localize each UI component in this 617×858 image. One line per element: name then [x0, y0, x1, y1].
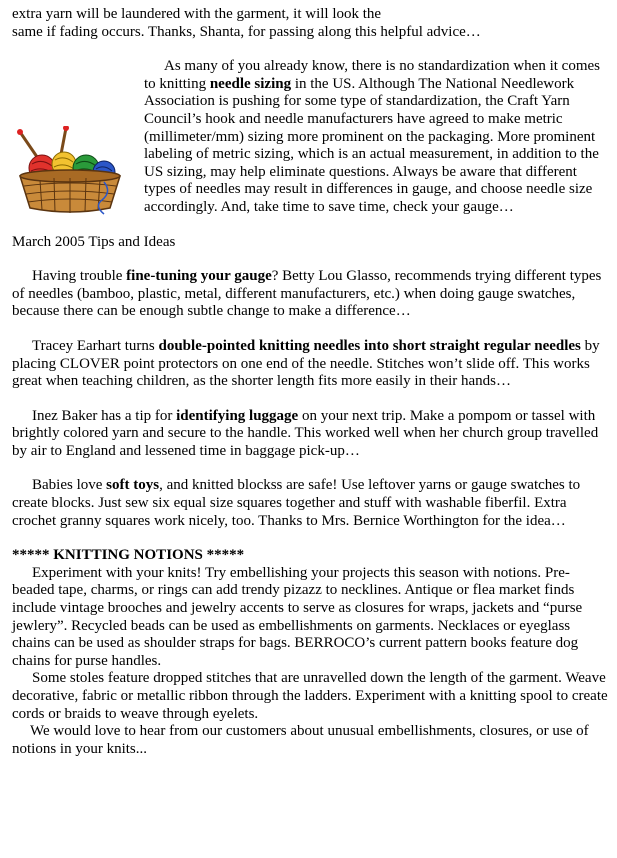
yarn-basket-icon — [6, 126, 134, 216]
paragraph-fine-tuning-gauge — [12, 268, 612, 321]
paragraph-dropped-stitches: Some stoles feature dropped stitches that are unravelled down the length of the garment. Weave decorative, fabric or metallic ribbon through the ladders. Experiment with a knitting spool to create cords or braids to weave through eyelets. — [12, 670, 608, 722]
text-run: Babies love — [32, 477, 107, 494]
text-run: in the US. Although The National Needlework Association is pushing for some type of standardization, the Craft Yarn Council’s hook and needle manufacturers have agreed to make metric (millimeter/mm) sizing more prominent on the packaging. More prominent labeling of metric sizing, which is an actual measurement, in addition to the US sizing, may help eliminate questions. Always be aware that different types of needles may result in differences in gauge, and choose needle size accordingly. And, take time to save time, check your gauge… — [144, 75, 599, 215]
section-heading-knitting-notions — [12, 547, 612, 565]
heading-text: ***** KNITTING NOTIONS ***** — [12, 547, 245, 564]
text-run: Tracey Earhart turns — [32, 337, 159, 354]
section-heading-march-2005: March 2005 Tips and Ideas — [12, 233, 176, 250]
paragraph-laundering — [12, 6, 612, 41]
bold-phrase: soft toys — [106, 477, 160, 494]
bold-phrase: double-pointed knitting needles into short straight regular needles — [158, 337, 581, 354]
text-run: , and knitted blockss are safe! Use leftover yarns or gauge swatches to create blocks. Just sew six equal size squares together and stuff with washable fiberfil. Extra crochet granny squares work nicely, too. Thanks to Mrs. Bernice Worthington for the idea… — [12, 477, 581, 529]
paragraph-double-pointed-needles — [12, 338, 612, 391]
bold-phrase: fine-tuning your gauge — [126, 268, 272, 285]
text-run: Inez Baker has a tip for — [32, 407, 177, 424]
text-line: extra yarn will be laundered with the garment, it will look the — [12, 6, 382, 22]
text-line: same if fading occurs. Thanks, Shanta, for passing along this helpful advice… — [12, 23, 481, 40]
text-run: As many of you already know, there is no standardization when it comes to knitting — [144, 58, 600, 92]
text-run: by placing CLOVER point protectors on one end of the needle. Stitches won’t slide off. This works great when teaching children, as the shorter length fits more easily in their hands… — [12, 337, 600, 390]
paragraph-soft-toys — [12, 477, 612, 530]
paragraph-identifying-luggage — [12, 408, 612, 461]
bold-phrase: identifying luggage — [176, 407, 299, 424]
paragraph-customers: We would love to hear from our customers about unusual embellishments, closures, or use of notions in your knits... — [12, 723, 589, 757]
text-run: Having trouble — [32, 268, 127, 285]
text-run: ? Betty Lou Glasso, recommends trying different types of needles (bamboo, plastic, metal, different manufacturers, etc.) when doing gauge swatches, because there can be enough subtle change to make a difference… — [12, 268, 602, 320]
text-run: on your next trip. Make a pompom or tassel with brightly colored yarn and secure to the handle. This worked well when her church group travelled by air to England and lessened time in baggage pick-up… — [12, 407, 599, 459]
paragraph-embellish: Experiment with your knits! Try embellishing your projects this season with notions. Pre-beaded tape, charms, or rings can add trendy pizazz to necklines. Antique or flea market finds include vintage brooches and jewelry accents to serve as closures for wraps, jackets and “purse jewlery”. Recycled beads can be used as embellishments on garments. Necklaces or eyeglass chains can be used as shoulder straps for bags. BERROCO’s current pattern books feature dog chains for purse handles. — [12, 564, 583, 669]
bold-phrase: needle sizing — [209, 75, 292, 92]
newsletter-page — [12, 6, 612, 758]
